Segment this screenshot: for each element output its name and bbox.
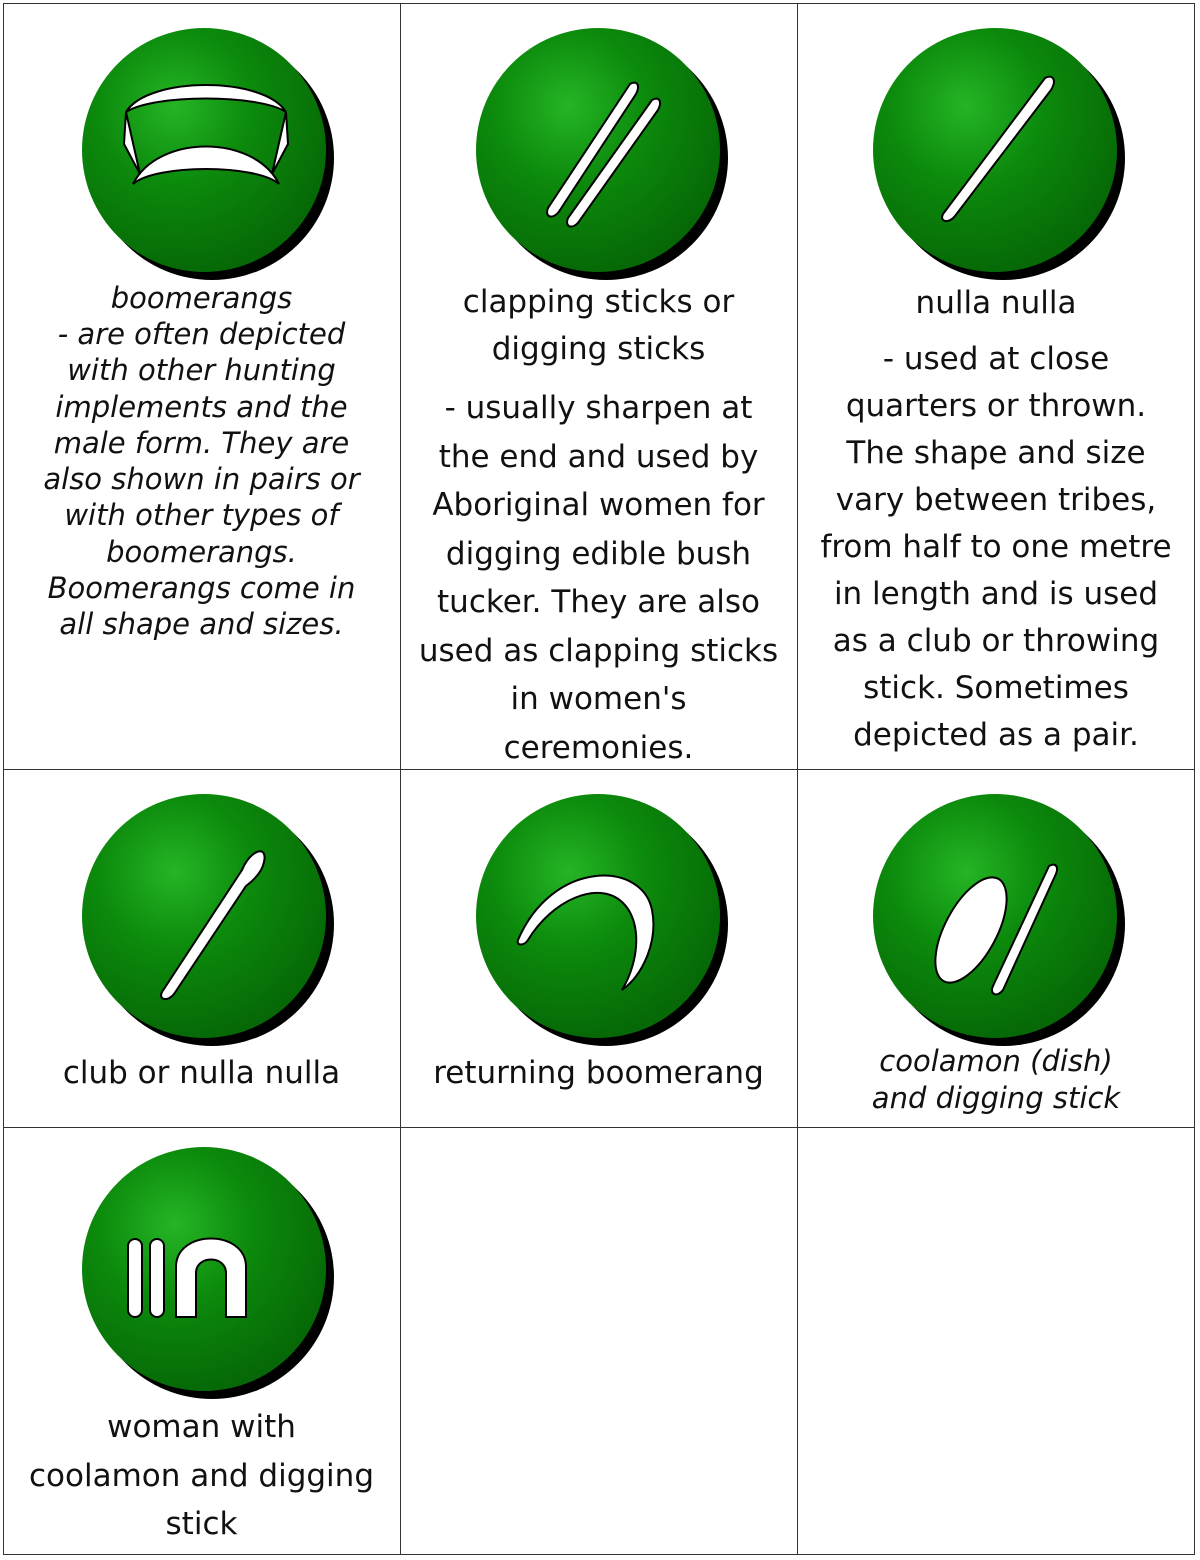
cell-nulla-nulla [797,3,1195,769]
coolamon-digging-stick-icon [869,790,1125,1046]
empty-cell [400,1127,797,1555]
symbol-description: - usually sharpen at the end and used by Aboriginal women for digging edible bush tucker. They are also used as clapping sticks in women's ceremonies. [418,390,779,766]
woman-coolamon-icon [78,1143,334,1399]
clapping-sticks-icon [472,24,728,280]
symbol-title: club or nulla nulla [62,1055,341,1091]
symbol-title: nulla nulla [915,285,1077,321]
symbol-title: woman with coolamon and digging stick [28,1409,374,1542]
cell-boomerangs [3,3,400,769]
symbol-title: clapping sticks or digging sticks [462,284,735,367]
cell-clapping-sticks [400,3,797,769]
returning-boomerang-icon [472,790,728,1046]
cell-woman [3,1127,400,1555]
symbol-description: - are often depicted with other hunting implements and the male form. They are also shown in pairs or with other types of boomerangs. Boomerangs come in all shape and sizes. [43,317,360,642]
symbol-title: returning boomerang [433,1055,764,1091]
symbol-title: coolamon (dish) and digging stick [871,1044,1121,1115]
cell-club [3,769,400,1127]
empty-cell [797,1127,1195,1555]
symbol-title: boomerangs [110,281,293,315]
club-icon [78,790,334,1046]
cell-coolamon [797,769,1195,1127]
cell-returning-boomerang [400,769,797,1127]
boomerangs-pair-icon [78,24,334,280]
symbol-description: - used at close quarters or thrown. The shape and size vary between tribes, from half to one metre in length and is used as a club or throwing stick. Sometimes depicted as a pair. [820,341,1172,753]
nulla-nulla-icon [869,24,1125,280]
